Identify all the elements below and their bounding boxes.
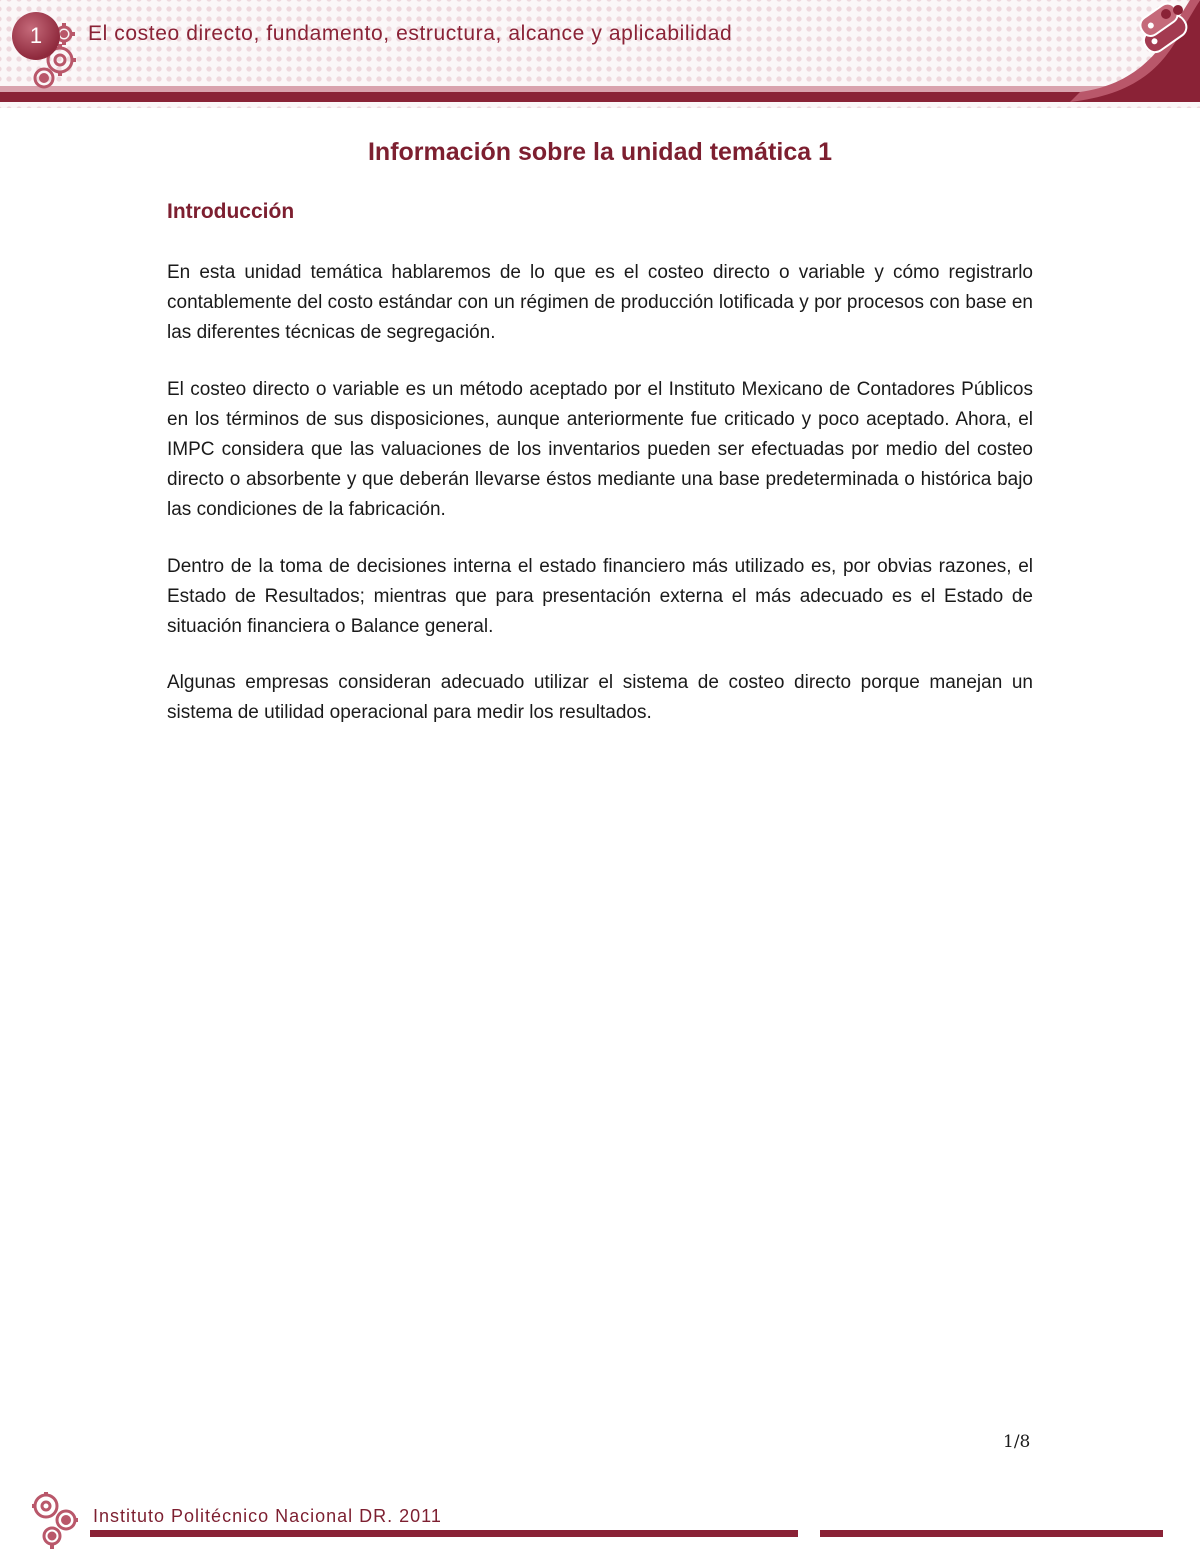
document-body: [167, 258, 1033, 755]
page-header: [0, 0, 1200, 108]
header-band: [0, 92, 1200, 102]
institution-logo-icon: [28, 1490, 84, 1550]
unit-number-badge: 1: [12, 12, 60, 60]
document-title: Información sobre la unidad temática 1: [367, 138, 832, 166]
tag-icon: [1070, 0, 1200, 102]
section-heading: Introducción: [167, 200, 295, 223]
footer-divider-right: [820, 1530, 1163, 1537]
header-title: El costeo directo, fundamento, estructura, alcance y aplicabilidad: [88, 22, 733, 45]
page-number: 1/8: [1003, 1432, 1031, 1452]
footer-institution: Instituto Politécnico Nacional DR. 2011: [93, 1506, 442, 1526]
paragraph: El costeo directo o variable es un método aceptado por el Instituto Mexicano de Contadores Públicos en los términos de sus disposiciones, aunque anteriormente fue criticado y poco aceptado. Ahora, el IMPC considera que las valuaciones de los inventarios pueden ser efectuadas por medio del costeo directo o absorbente y que deberán llevarse éstos mediante una base predeterminada o histórica bajo las condiciones de la fabricación.: [167, 378, 1033, 521]
paragraph: Algunas empresas consideran adecuado utilizar el sistema de costeo directo porque manejan un sistema de utilidad operacional para medir los resultados.: [167, 672, 1033, 724]
paragraph: En esta unidad temática hablaremos de lo que es el costeo directo o variable y cómo registrarlo contablemente del costo estándar con un régimen de producción lotificada y por procesos con base en las diferentes técnicas de segregación.: [167, 262, 1033, 344]
footer-divider-left: [90, 1530, 798, 1537]
paragraph: Dentro de la toma de decisiones interna el estado financiero más utilizado es, por obvias razones, el Estado de Resultados; mientras que para presentación externa el más adecuado es el Estado de situación financiera o Balance general.: [167, 555, 1033, 638]
